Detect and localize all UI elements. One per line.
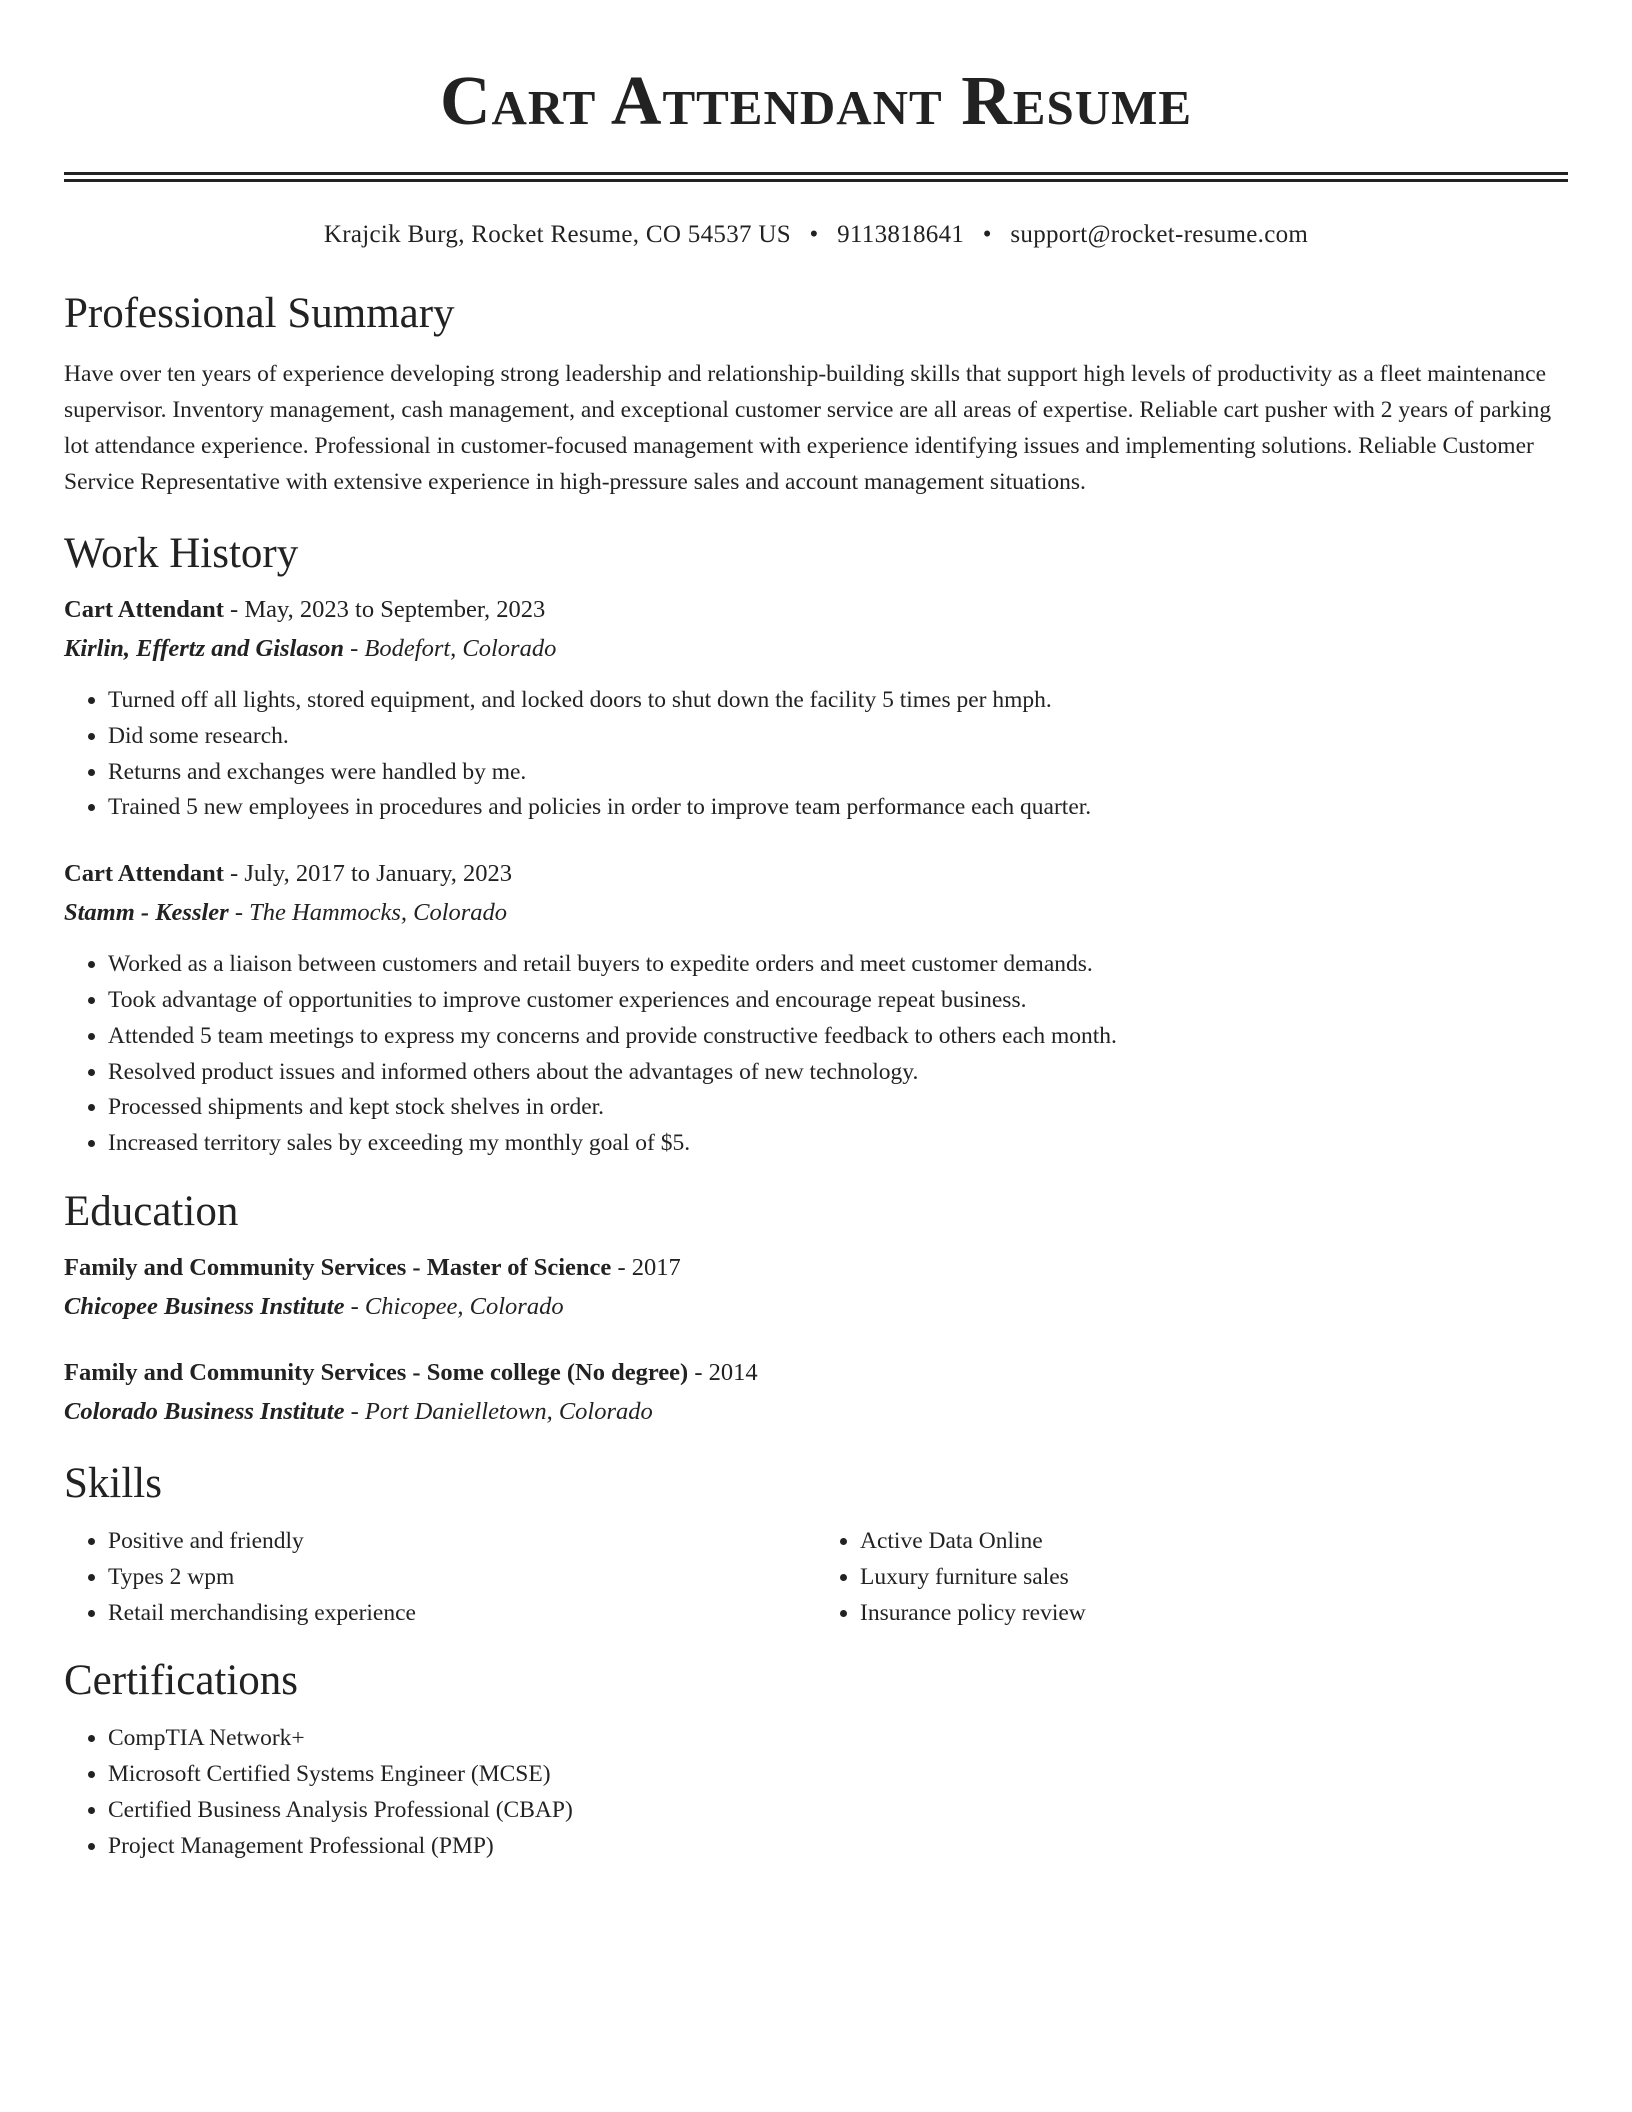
list-item: • Worked as a liaison between customers and retail buyers to expedite orders and meet customer demands.: [108, 947, 1568, 983]
job-duties-list: [64, 947, 1568, 1162]
job-duties-list: [64, 683, 1568, 826]
list-item: • Took advantage of opportunities to improve customer experiences and encourage repeat business.: [108, 983, 1568, 1019]
education-degree: Family and Community Services - Master of Science: [64, 1253, 612, 1281]
contact-address: Krajcik Burg, Rocket Resume, CO 54537 US: [323, 221, 791, 248]
education-location: - Port Danielletown, Colorado: [344, 1397, 653, 1425]
skills-list-right: [816, 1524, 1568, 1631]
education-header: [64, 1355, 1568, 1391]
job-company: Kirlin, Effertz and Gislason: [64, 635, 345, 662]
education-entry: [64, 1355, 1568, 1430]
education-school-line: [64, 1394, 1568, 1430]
list-item: • Increased territory sales by exceeding my monthly goal of $5.: [108, 1126, 1568, 1162]
job-title: Cart Attendant: [64, 860, 224, 888]
job-header: [64, 592, 1568, 628]
list-item: • Positive and friendly: [108, 1524, 816, 1560]
certifications-section: [64, 1653, 1568, 1864]
list-item: • Turned off all lights, stored equipment, and locked doors to shut down the facility 5 times per hmph.: [108, 683, 1568, 719]
list-item: • Resolved product issues and informed others about the advantages of new technology.: [108, 1055, 1568, 1091]
list-item: • Luxury furniture sales: [860, 1560, 1568, 1596]
contact-separator: •: [982, 221, 992, 248]
list-item: • Returns and exchanges were handled by me.: [108, 755, 1568, 791]
job-employer: [64, 631, 1568, 667]
education-heading: Education: [64, 1187, 239, 1235]
list-item: • Attended 5 team meetings to express my concerns and provide constructive feedback to others each month.: [108, 1019, 1568, 1055]
certifications-heading: Certifications: [64, 1657, 299, 1705]
list-item: • Active Data Online: [860, 1524, 1568, 1560]
list-item: • Did some research.: [108, 719, 1568, 755]
job-employer: [64, 895, 1568, 931]
education-location: - Chicopee, Colorado: [344, 1292, 564, 1320]
education-section: [64, 1184, 1568, 1430]
skills-grid: [64, 1524, 1568, 1631]
list-item: • Types 2 wpm: [108, 1560, 816, 1596]
list-item: • Project Management Professional (PMP): [108, 1829, 1568, 1865]
job-title: Cart Attendant: [64, 596, 224, 623]
job-entry: [64, 856, 1568, 1162]
title-double-rule: [64, 172, 1568, 182]
certifications-list: [64, 1721, 1568, 1864]
job-dates: - July, 2017 to January, 2023: [223, 860, 512, 888]
job-header: [64, 856, 1568, 892]
list-item: • Certified Business Analysis Professional (CBAP): [108, 1793, 1568, 1829]
summary-heading: Professional Summary: [64, 290, 455, 337]
list-item: • Insurance policy review: [860, 1596, 1568, 1632]
education-degree: Family and Community Services - Some college (No degree): [64, 1358, 689, 1386]
summary-text: Have over ten years of experience developing strong leadership and relationship-building skills that support high levels of productivity as a fleet maintenance supervisor. Inventory management, cash management, and exceptional customer service are all areas of expertise. Reliable cart pusher with 2 years of parking lot attendance experience. Professional in customer-focused management with experience identifying issues and implementing solutions. Reliable Customer Service Representative with extensive experience in high-pressure sales and account management situations.: [64, 361, 1552, 495]
contact-separator: •: [809, 221, 819, 248]
skills-list-left: [64, 1524, 816, 1631]
work-history-heading: Work History: [64, 530, 299, 577]
job-location: - The Hammocks, Colorado: [228, 899, 508, 927]
job-company: Stamm - Kessler: [64, 899, 229, 927]
education-year: - 2017: [611, 1253, 681, 1281]
list-item: • Microsoft Certified Systems Engineer (MCSE): [108, 1757, 1568, 1793]
education-school-line: [64, 1289, 1568, 1325]
education-school: Chicopee Business Institute: [64, 1292, 345, 1320]
education-school: Colorado Business Institute: [64, 1397, 345, 1425]
work-history-section: [64, 526, 1568, 1162]
job-location: - Bodefort, Colorado: [344, 635, 557, 662]
summary-section: [64, 286, 1568, 500]
education-year: - 2014: [688, 1358, 758, 1386]
job-dates: - May, 2023 to September, 2023: [223, 596, 546, 623]
list-item: • Trained 5 new employees in procedures and policies in order to improve team performance each quarter.: [108, 790, 1568, 826]
list-item: • Processed shipments and kept stock shelves in order.: [108, 1090, 1568, 1126]
list-item: • CompTIA Network+: [108, 1721, 1568, 1757]
skills-section: [64, 1456, 1568, 1631]
contact-email: support@rocket-resume.com: [1010, 221, 1309, 248]
education-entry: [64, 1250, 1568, 1325]
job-entry: [64, 592, 1568, 826]
resume-title: Cart Attendant Resume: [439, 63, 1193, 140]
contact-phone: 9113818641: [837, 221, 965, 248]
skills-heading: Skills: [64, 1459, 162, 1507]
contact-line: [64, 218, 1568, 252]
education-header: [64, 1250, 1568, 1286]
list-item: • Retail merchandising experience: [108, 1596, 816, 1632]
